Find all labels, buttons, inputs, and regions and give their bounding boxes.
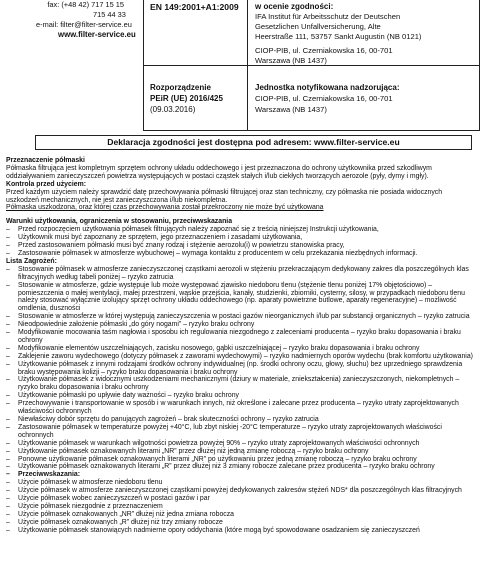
bullet-dash-icon: – xyxy=(6,447,10,455)
hazard-item: – Użytkowanie półmaski po upływie daty ważności – ryzyko braku ochrony xyxy=(6,392,239,400)
bullet-dash-icon: – xyxy=(6,471,10,479)
contraindication-item: – Użycie półmasek w atmosferze zanieczyszczonej cząstkami powyżej dedykowanych zakresów stężeń NDS* dla poszczególnych klas filtracyjnych xyxy=(6,487,462,495)
bullet-dash-icon: – xyxy=(6,226,10,234)
contact-fax-2: 715 44 33 xyxy=(93,10,126,19)
bullet-dash-icon: – xyxy=(6,281,10,289)
notified-body-title: Jednostka notyfikowana nadzorująca: xyxy=(255,83,400,92)
hazard-item: – Zaklejenie zaworu wydechowego (dotyczy półmasek z zaworami wydechowymi) – ryzyko nadmiernych oporów wydechu (brak komfortu użytkowania) xyxy=(6,352,473,360)
assessment-line-3: Heerstraße 111, 53757 Sankt Augustin (NB 0121) xyxy=(255,32,422,41)
document-header xyxy=(0,0,480,140)
bullet-dash-icon: – xyxy=(6,423,10,431)
hazard-item: – Modyfikowanie elementów uszczelniających, zacisku nosowego, gąbki uszczelniającej – ryzyko braku dopasowania i braku ochrony xyxy=(6,344,420,352)
hazard-item: – Stosowanie w atmosferze w której występują zanieczyszczenia w postaci gazów nieorganicznych i/lub par substancji organicznych – ryzyko zatrucia xyxy=(6,313,470,321)
hazard-item: – Stosowanie półmasek w atmosferze zanieczyszczonej cząstkami aerozoli w stężeniu przekraczającym dedykowany zakres dla poszczególnych klas filtracyjnych według tabeli poniżej – ryzyko zatrucia xyxy=(6,265,469,281)
bullet-dash-icon: – xyxy=(6,344,10,352)
hazard-item: – Ponowne użytkowanie półmasek oznakowanych literami „NR” po użytkowaniu przez jedną zmianę roboczą – ryzyko braku ochrony xyxy=(6,455,417,463)
bullet-dash-icon: – xyxy=(6,360,10,368)
conditions-item: – Przed zastosowaniem półmaski musi być znany rodzaj i stężenie aerozolu(i) w powietrzu stanowiska pracy, xyxy=(6,242,345,250)
hazard-item: – Zastosowanie półmasek w temperaturze powyżej +40°C, lub zbyt niskiej -20°C temperaturze – ryzyko utraty zaprojektowanych właściwości ochronnych xyxy=(6,423,442,439)
bullet-dash-icon: – xyxy=(6,463,10,471)
bullet-dash-icon: – xyxy=(6,400,10,408)
bullet-dash-icon: – xyxy=(6,329,10,337)
contraindication-item: – Użycie półmasek oznakowanych „NR” dłużej niż jedna zmiana robocza xyxy=(6,510,235,518)
purpose-text: Półmaska filtrująca jest kompletnym sprzętem ochrony układu oddechowego i jest przeznaczona do ochrony użytkownika przed szkodliwym oddziaływaniem zanieczyszczeń powietrza występujących w postaci cząstek stałych i/lub ciekłych tworzących aerozole (pyły, dymy i mgły). xyxy=(6,164,432,180)
contraindication-item: – Użycie półmasek niezgodnie z przeznaczeniem xyxy=(6,502,163,510)
conditions-item: – Przed rozpoczęciem użytkowania półmasek filtrujących należy zapoznać się z treścią niniejszej Instrukcji użytkowania, xyxy=(6,226,379,234)
bullet-dash-icon: – xyxy=(6,416,10,423)
bullet-dash-icon: – xyxy=(6,265,10,273)
hazard-item: – Nieodpowiednie założenie półmaski „do góry nogami” – ryzyko braku ochrony xyxy=(6,321,255,329)
bullet-dash-icon: – xyxy=(6,242,10,250)
assessment-line-5: Warszawa (NB 1437) xyxy=(255,56,327,65)
hazard-item: – Użytkowanie półmasek oznakowanych literami „R” przez dłużej niż 3 zmiany robocze zalecane przez producenta – ryzyko braku ochrony xyxy=(6,463,435,471)
assessment-title: w ocenie zgodności: xyxy=(255,2,334,11)
hazard-item: – Stosowanie w atmosferze, gdzie występuje lub może występować zjawisko niedoboru tlenu (stężenie tlenu poniżej 17% objętościowo) – pomieszczenia o małej wentylacji, małej przestrzeni, wąskie przejścia, kanały, studzienki, zbiorniki, cysterny, silosy, w przypadkach niedoboru tlenu należy stosować wyłącznie izolujący sprzęt ochrony układu oddechowego (np. aparaty powietrzne butlowe, aparaty regeneracyjne) – możliwość omdlenia, duszności xyxy=(6,281,465,313)
bullet-dash-icon: – xyxy=(6,376,10,384)
regulation-title: Rozporządzenie xyxy=(150,83,211,92)
hazard-item: – Użytkowanie półmasek z innymi rodzajami środków ochrony indywidualnej (np. środki ochrony oczu, głowy, słuchu) bez uprzedniego sprawdzenia braku występowania kolizji – ryzyko braku dopasowania i braku ochrony xyxy=(6,360,463,376)
contraindication-item: – Użycie półmasek w atmosferze niedoboru tlenu xyxy=(6,479,163,487)
bullet-dash-icon: – xyxy=(6,526,10,534)
contraindication-item: – Użycie półmasek oznakowanych „R” dłużej niż trzy zmiany robocze xyxy=(6,518,223,526)
bullet-dash-icon: – xyxy=(6,313,10,321)
contact-fax: fax: (+48 42) 717 15 15 xyxy=(47,0,124,9)
conditions-item: – Zastosowanie półmasek w atmosferze wybuchowej – wymaga kontaktu z producentem w celu przekazania niezbędnych informacji. xyxy=(6,249,418,257)
assessment-line-2: Gesetzlichen Unfallversicherung, Alte xyxy=(255,22,381,31)
bullet-dash-icon: – xyxy=(6,352,10,360)
assessment-line-4: CIOP-PIB, ul. Czerniakowska 16, 00-701 xyxy=(255,46,393,55)
standard-number: EN 149:2001+A1:2009 xyxy=(150,2,239,12)
regulation-date: (09.03.2016) xyxy=(150,105,196,114)
declaration-of-conformity: Deklaracja zgodności jest dostępna pod adresem: www.filter-service.eu xyxy=(35,135,472,150)
hazard-item: – Przechowywanie i transportowanie w sposób i w warunkach innych, niż określone i zalecane przez producenta – ryzyko utraty zaprojektowanych właściwości ochronnych xyxy=(6,400,459,416)
bullet-dash-icon: – xyxy=(6,321,10,329)
regulation-name: PEiR (UE) 2016/425 xyxy=(150,94,223,103)
bullet-dash-icon: – xyxy=(6,495,10,503)
bullet-dash-icon: – xyxy=(6,392,10,400)
hazard-item: – Użytkowanie półmasek w warunkach wilgotności powietrza powyżej 90% – ryzyko utraty zaprojektowanych właściwości ochronnych xyxy=(6,439,420,447)
hazard-item: – Niewłaściwy dobór sprzętu do panujących zagrożeń – brak skuteczności ochrony – ryzyko zatrucia xyxy=(6,416,319,423)
contraindication-item: – Użycie półmasek wobec zanieczyszczeń w postaci gazów i par xyxy=(6,495,210,503)
hazard-item: – Użytkowanie półmasek z widocznymi uszkodzeniami mechanicznymi (dziury w materiale, zniekształcenia) zanieczyszczonych, niekompletnych – ryzyko braku dopasowania i braku ochrony xyxy=(6,376,460,392)
bullet-dash-icon: – xyxy=(6,455,10,463)
hazard-item: – Modyfikowanie mocowania taśm nagłowia i sposobu ich regulowania niezgodnego z zaleceniami producenta – ryzyko braku dopasowania i braku ochrony xyxy=(6,329,461,344)
bullet-dash-icon: – xyxy=(6,487,10,495)
assessment-line-1: IFA Institut für Arbeitsschutz der Deutschen xyxy=(255,12,401,21)
bullet-dash-icon: – xyxy=(6,479,10,487)
contact-website: www.filter-service.eu xyxy=(58,30,136,39)
conditions-item: – Użytkownik musi być zapoznany ze sprzętem, jego przeznaczeniem i zasadami użytkowania, xyxy=(6,234,303,242)
control-text: Przed każdym użyciem należy sprawdzić datę przechowywania półmaski filtrującej oraz stan techniczny, czy półmaska nie posiada widocznych uszkodzeń mechanicznych, nie jest zanieczyszczona i/lub niekompletna. xyxy=(6,188,443,204)
contraindication-item: – Użytkowanie półmasek stanowiących nadmierne opory oddychania (które mogą być spowodowane osadzaniem się zanieczyszczeń xyxy=(6,526,420,534)
bullet-dash-icon: – xyxy=(6,502,10,510)
control-warning: Półmaska uszkodzona, oraz której czas przechowywania został przekroczony nie może być użytkowana xyxy=(6,204,324,212)
notified-body-line-1: CIOP-PIB, ul. Czerniakowska 16, 00-701 xyxy=(255,94,393,103)
bullet-dash-icon: – xyxy=(6,510,10,518)
hazard-item: – Użytkowanie półmasek oznakowanych literami „NR” przez dłużej niż jedną zmianę roboczą – ryzyko braku ochrony xyxy=(6,447,369,455)
instructions-body xyxy=(6,157,476,535)
bullet-dash-icon: – xyxy=(6,518,10,526)
conditions-title: Warunki użytkowania, ograniczenia w stosowaniu, przeciwwskazania xyxy=(6,218,233,226)
contact-email: e-mail: filter@filter-service.eu xyxy=(36,20,132,29)
hazards-title: Lista Zagrożeń: xyxy=(6,257,57,265)
bullet-dash-icon: – xyxy=(6,439,10,447)
bullet-dash-icon: – xyxy=(6,249,10,257)
purpose-title: Przeznaczenie półmaski xyxy=(6,157,85,164)
contraindications-title: – Przeciwwskazania: xyxy=(6,471,81,479)
bullet-dash-icon: – xyxy=(6,234,10,242)
notified-body-line-2: Warszawa (NB 1437) xyxy=(255,105,327,114)
control-title: Kontrola przed użyciem: xyxy=(6,180,87,188)
